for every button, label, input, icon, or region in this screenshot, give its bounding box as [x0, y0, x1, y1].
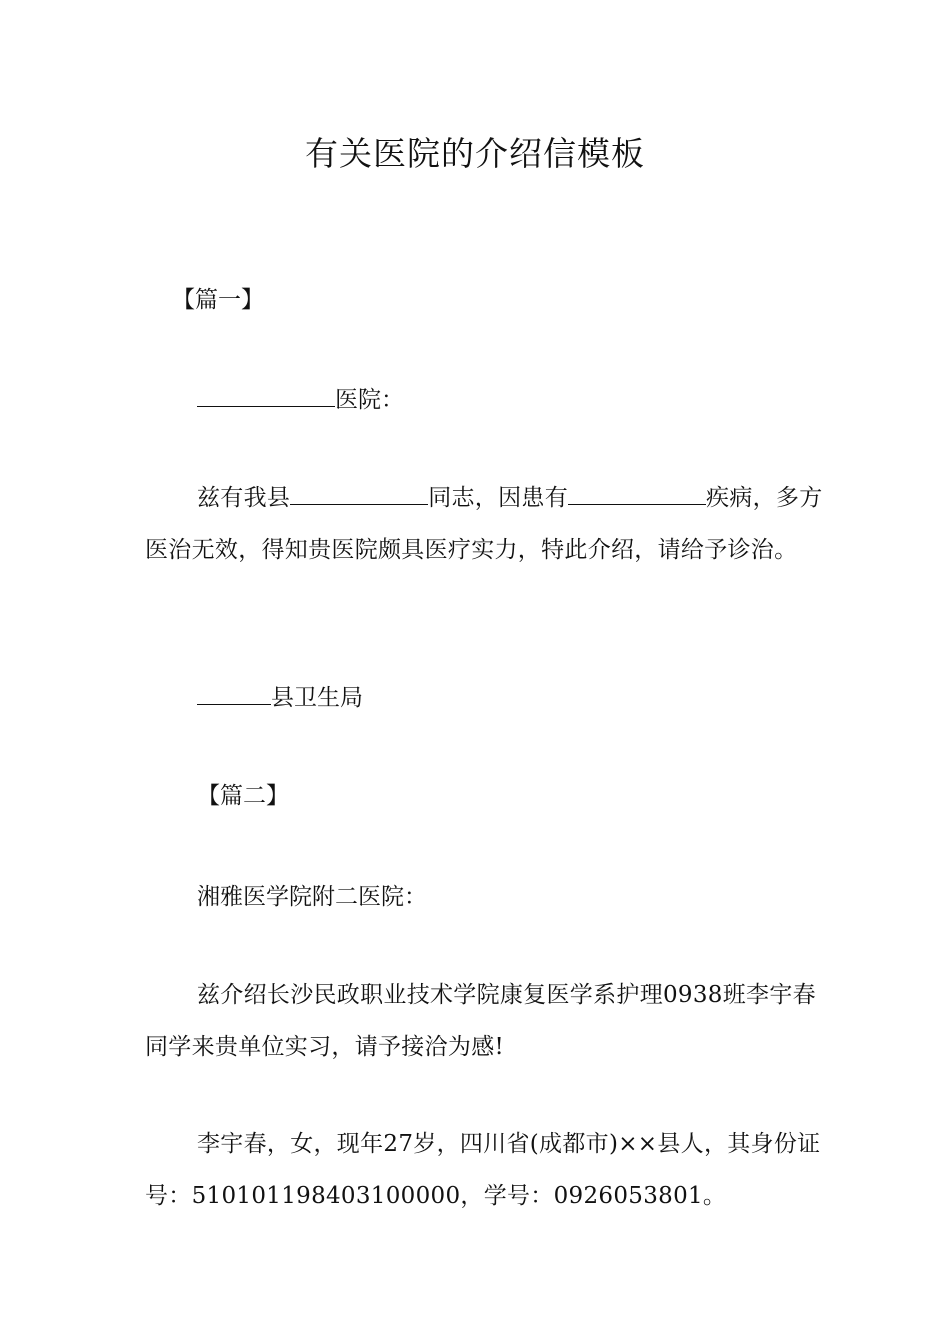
salutation-2: 湘雅医学院附二医院： [197, 884, 427, 910]
body-mid2: 疾病， [706, 485, 776, 511]
blank-disease [568, 484, 706, 505]
blank-hospital-name [197, 386, 335, 407]
blank-patient-name [290, 484, 428, 505]
section-heading-1: 【篇一】 [172, 287, 264, 313]
signature-suffix: 县卫生局 [271, 685, 363, 711]
body-paragraph-1 [145, 472, 825, 576]
document-title: 有关医院的介绍信模板 [305, 134, 645, 173]
body-start: 兹有我县 [197, 485, 291, 511]
salutation-suffix: 医院： [335, 387, 404, 413]
section-heading-2: 【篇二】 [197, 783, 289, 809]
body-rest: 多方医治无效，得知贵医院颇具医疗实力，特此介绍，请给予诊治。 [145, 485, 823, 563]
signature-1 [197, 684, 363, 711]
body-paragraph-2: 兹介绍长沙民政职业技术学院康复医学系护理0938班李宇春同学来贵单位实习，请予接洽为感! [145, 982, 816, 1060]
body-mid1: 同志，因患有 [428, 485, 569, 511]
blank-county [197, 684, 271, 705]
body-paragraph-3: 李宇春，女，现年27岁，四川省(成都市)××县人，其身份证号：510101198403100000，学号：0926053801。 [145, 1131, 821, 1209]
salutation-1 [197, 386, 404, 413]
